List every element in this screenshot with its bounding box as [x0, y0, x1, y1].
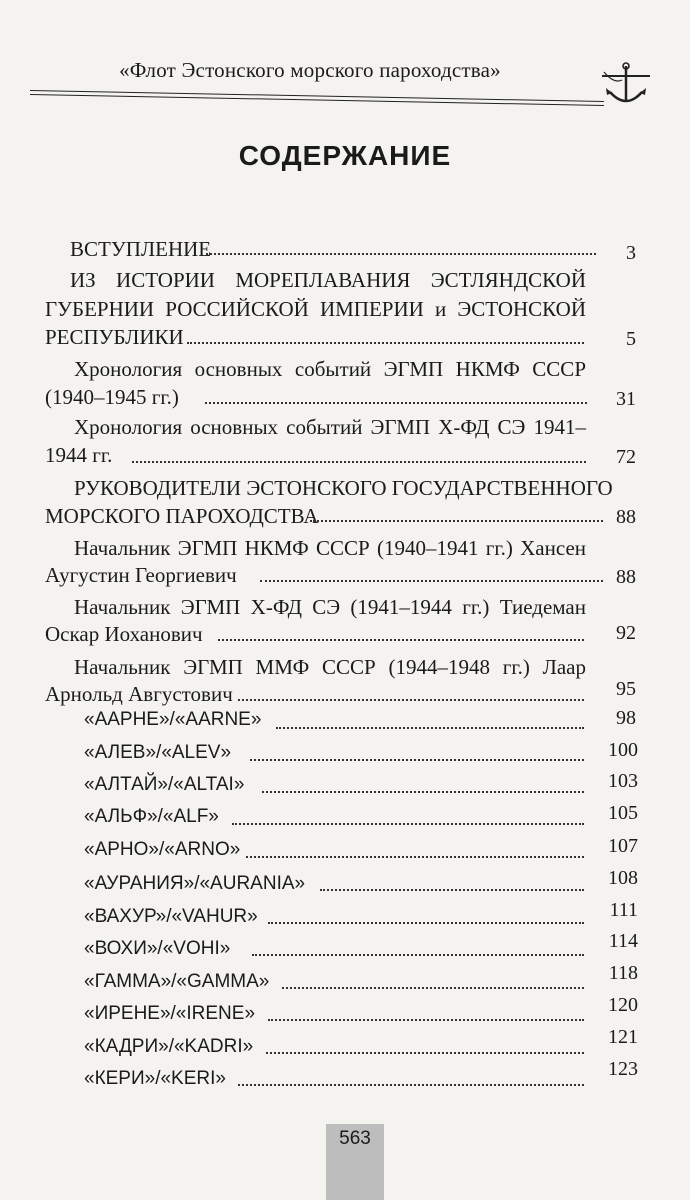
- toc-page-number: 105: [608, 802, 638, 824]
- toc-entry-text: «ВОХИ»/«VOHI»: [84, 938, 231, 959]
- toc-page-number: 31: [616, 388, 636, 410]
- toc-entry-text: «ИРЕНЕ»/«IRENE»: [84, 1003, 256, 1024]
- running-header-title: «Флот Эстонского морского пароходства»: [119, 58, 501, 82]
- dot-leader: [310, 520, 603, 522]
- toc-page-number: 123: [608, 1058, 638, 1080]
- toc-entry-text: Оскар Иоханович: [45, 622, 203, 646]
- dot-leader: [238, 1084, 584, 1086]
- dot-leader: [276, 727, 584, 729]
- page-number: 563: [339, 1128, 371, 1149]
- dot-leader: [266, 1052, 584, 1054]
- dot-leader: [282, 987, 584, 989]
- toc-page-number: 98: [616, 707, 636, 729]
- dot-leader: [260, 580, 603, 582]
- toc-page-number: 103: [608, 770, 638, 792]
- dot-leader: [252, 954, 584, 956]
- dot-leader: [268, 922, 584, 924]
- toc-entry-text: «ГАММА»/«GAMMA»: [84, 971, 270, 992]
- page-title: СОДЕРЖАНИЕ: [238, 140, 452, 171]
- toc-entry-text: «ААРНЕ»/«AARNE»: [84, 709, 262, 730]
- dot-leader: [218, 639, 584, 641]
- toc-page-number: 108: [608, 867, 638, 889]
- toc-entry-text: Хронология основных событий ЭГМП Х-ФД СЭ 1941–: [74, 415, 586, 439]
- toc-entry-text: РУКОВОДИТЕЛИ ЭСТОНСКОГО ГОСУДАРСТВЕННОГО: [74, 476, 613, 500]
- toc-entry-text: Начальник ЭГМП Х-ФД СЭ (1941–1944 гг.) Тиедеман: [74, 595, 586, 619]
- toc-entry-text: РЕСПУБЛИКИ: [45, 325, 184, 349]
- toc-entry-text: «АЛЕВ»/«ALEV»: [84, 742, 232, 763]
- toc-entry-text: ГУБЕРНИИ РОССИЙСКОЙ ИМПЕРИИ и ЭСТОНСКОЙ: [45, 297, 586, 321]
- toc-page-number: 88: [616, 506, 636, 528]
- toc-page-number: 114: [608, 930, 638, 952]
- dot-leader: [232, 823, 584, 825]
- dot-leader: [206, 253, 596, 255]
- dot-leader: [132, 461, 586, 463]
- toc-entry-text: «КЕРИ»/«KERI»: [84, 1068, 226, 1089]
- dot-leader: [262, 791, 584, 793]
- toc-entry-text: ВСТУПЛЕНИЕ: [70, 237, 212, 261]
- toc-entry-text: Хронология основных событий ЭГМП НКМФ СССР: [74, 357, 586, 381]
- dot-leader: [250, 759, 584, 761]
- dot-leader: [320, 889, 584, 891]
- toc-page-number: 120: [608, 994, 638, 1016]
- toc-page-number: 100: [608, 739, 638, 761]
- dot-leader: [205, 402, 587, 404]
- toc-entry-text: (1940–1945 гг.): [45, 385, 179, 409]
- toc-page-number: 121: [608, 1026, 638, 1048]
- dot-leader: [268, 1019, 584, 1021]
- toc-page-number: 88: [616, 566, 636, 588]
- toc-entry-text: «АУРАНИЯ»/«AURANIA»: [84, 873, 306, 894]
- toc-entry-text: Арнольд Августович: [45, 682, 233, 706]
- toc-entry-text: Начальник ЭГМП ММФ СССР (1944–1948 гг.) Лаар: [74, 655, 586, 679]
- toc-page-number: 5: [626, 328, 636, 350]
- toc-page-number: 92: [616, 622, 636, 644]
- toc-entry-text: «АЛЬФ»/«ALF»: [84, 806, 219, 827]
- toc-entry-text: МОРСКОГО ПАРОХОДСТВА: [45, 504, 319, 528]
- toc-page-number: 95: [616, 678, 636, 700]
- dot-leader: [238, 699, 584, 701]
- toc-entry-text: «АЛТАЙ»/«ALTAI»: [84, 774, 245, 795]
- dot-leader: [187, 342, 584, 344]
- dot-leader: [246, 856, 584, 858]
- toc-page-number: 3: [626, 242, 636, 264]
- toc-page-number: 72: [616, 446, 636, 468]
- toc-entry-text: «КАДРИ»/«KADRI»: [84, 1036, 254, 1057]
- toc-page-number: 118: [608, 962, 638, 984]
- toc-entry-text: Аугустин Георгиевич: [45, 563, 237, 587]
- toc-entry-text: 1944 гг.: [45, 443, 113, 467]
- toc-entry-text: ИЗ ИСТОРИИ МОРЕПЛАВАНИЯ ЭСТЛЯНДСКОЙ: [70, 268, 586, 292]
- toc-page-number: 107: [608, 835, 638, 857]
- toc-entry-text: «ВАХУР»/«VAHUR»: [84, 906, 258, 927]
- toc-entry-text: «АРНО»/«ARNO»: [84, 839, 241, 860]
- toc-entry-text: Начальник ЭГМП НКМФ СССР (1940–1941 гг.) Хансен: [74, 536, 586, 560]
- toc-page-number: 111: [609, 899, 638, 921]
